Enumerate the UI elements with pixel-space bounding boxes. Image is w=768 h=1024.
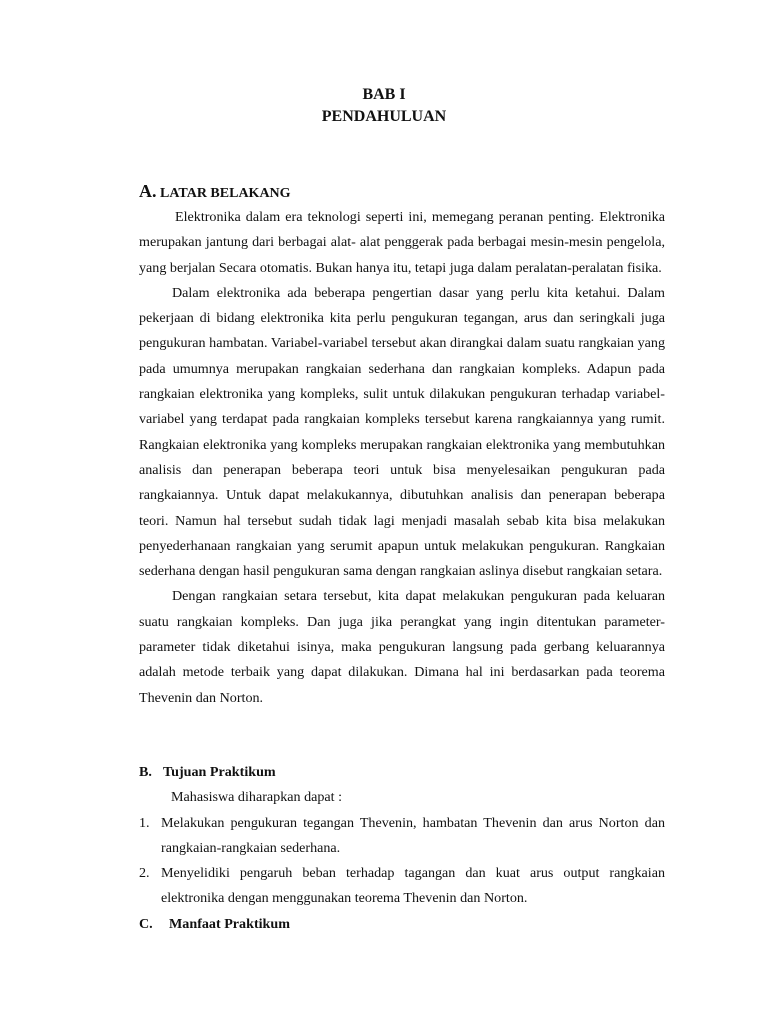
objectives-list: [139, 811, 665, 912]
section-b: [139, 760, 665, 937]
section-b-intro: Mahasiswa diharapkan dapat :: [171, 789, 343, 806]
section-a-body: [139, 205, 665, 711]
list-item-text: Melakukan pengukuran tegangan Thevenin, hambatan Thevenin dan arus Norton dan rangkaian-rangkaian sederhana.: [161, 814, 665, 856]
section-b-title: Tujuan Praktikum: [163, 764, 276, 780]
section-c-letter: C.: [139, 915, 153, 932]
section-c-title: Manfaat Praktikum: [169, 915, 290, 932]
list-item: [139, 861, 665, 912]
section-b-heading: [139, 760, 665, 785]
paragraph: Elektronika dalam era teknologi seperti ini, memegang peranan penting. Elektronika merupakan jantung dari berbagai alat- alat penggerak pada berbagai mesin-mesin pengelola, yang berjalan Secara otomatis. Bukan hanya itu, tetapi juga dalam peralatan-peralatan fisika.: [139, 209, 665, 276]
chapter-number: BAB I: [362, 86, 406, 103]
paragraph: Dengan rangkaian setara tersebut, kita dapat melakukan pengukuran pada keluaran suatu rangkaian kompleks. Dan juga jika perangkat yang ingin ditentukan parameter-parameter tidak diketahui isinya, maka pengukuran langsung pada gerbang keluarannya adalah metode terbaik yang dapat dilakukan. Dimana hal ini berdasarkan pada teorema Thevenin dan Norton.: [139, 588, 665, 706]
section-a-letter: A.: [139, 181, 157, 201]
chapter-title: PENDAHULUAN: [321, 108, 447, 125]
section-a-heading: [139, 181, 291, 202]
list-item-text: Menyelidiki pengaruh beban terhadap tagangan dan kuat arus output rangkaian elektronika dengan menggunakan teorema Thevenin dan Norton.: [161, 865, 665, 907]
section-a-title: LATAR BELAKANG: [160, 186, 291, 201]
section-c-heading: [139, 912, 665, 937]
section-b-letter: B.: [139, 764, 152, 780]
list-item-number: 1.: [139, 814, 150, 831]
list-item: [139, 811, 665, 862]
paragraph: Dalam elektronika ada beberapa pengertian dasar yang perlu kita ketahui. Dalam pekerjaan di bidang elektronika kita perlu pengukuran tegangan, arus dan seringkali juga pengukuran hambatan. Variabel-variabel tersebut akan dirangkai dalam suatu rangkaian yang pada umumnya merupakan rangkaian sederhana dan rangkaian kompleks. Adapun pada rangkaian elektronika yang kompleks, sulit untuk dilakukan pengukuran terhadap variabel-variabel yang terdapat pada rangkaian kompleks tersebut karena rangkaiannya yang rumit. Rangkaian elektronika yang kompleks merupakan rangkaian elektronika yang membutuhkan analisis dan penerapan beberapa teori untuk bisa menyelesaikan pengukuran pada rangkaiannya. Untuk dapat melakukannya, dibutuhkan analisis dan penerapan beberapa teori. Namun hal tersebut sudah tidak lagi menjadi masalah sebab kita bisa melakukan penyederhanaan rangkaian yang serumit apapun untuk melakukan pengukuran. Rangkaian sederhana dengan hasil pengukuran sama dengan rangkaian aslinya disebut rangkaian setara.: [139, 284, 665, 580]
list-item-number: 2.: [139, 865, 150, 882]
